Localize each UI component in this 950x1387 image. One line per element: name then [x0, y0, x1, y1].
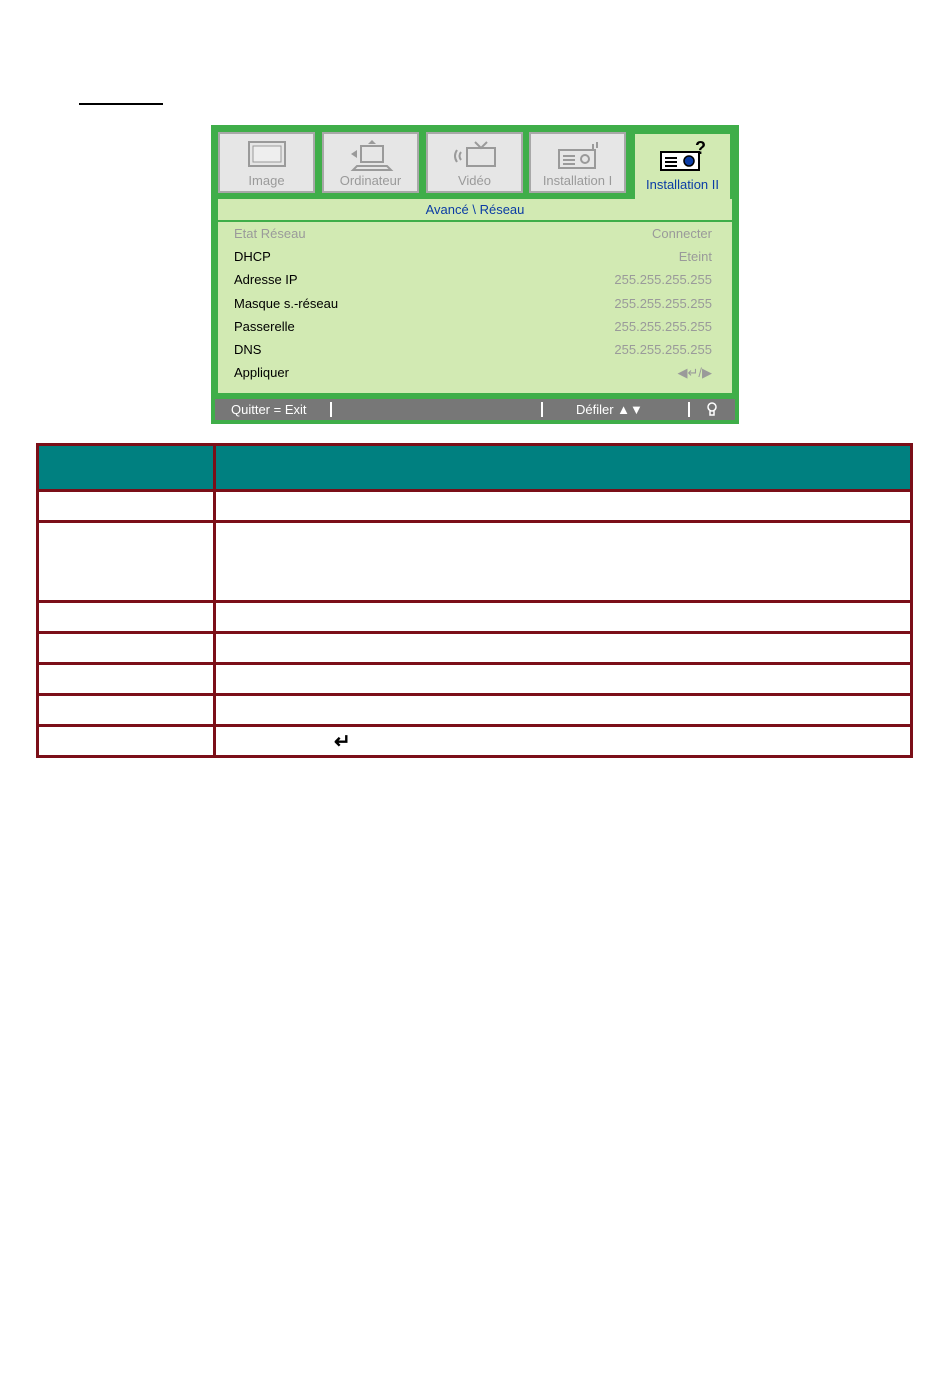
setting-row-passerelle[interactable]	[218, 315, 732, 338]
setting-row-appliquer[interactable]	[218, 361, 732, 384]
setting-label: Adresse IP	[234, 272, 298, 288]
tab-label: Vidéo	[457, 173, 491, 188]
breadcrumb: Avancé \ Réseau	[218, 199, 732, 222]
setting-value: Connecter	[652, 226, 712, 241]
tab-label: Ordinateur	[339, 173, 402, 188]
section-heading-underline	[79, 103, 163, 105]
tab-label: Installation II	[646, 177, 719, 192]
setting-value[interactable]: 255.255.255.255	[614, 318, 712, 334]
setting-row-dns[interactable]	[218, 338, 732, 361]
setting-label: Masque s.-réseau	[234, 295, 339, 311]
tab-ordinateur[interactable]	[322, 132, 419, 193]
lamp-icon	[706, 402, 718, 417]
tab-installation-1[interactable]	[529, 132, 626, 193]
setting-label: DHCP	[234, 249, 271, 265]
setting-value[interactable]: 255.255.255.255	[614, 272, 712, 288]
setting-value[interactable]: Eteint	[678, 249, 712, 265]
table-header-cell	[215, 445, 912, 491]
table-row	[38, 522, 912, 602]
table-row	[38, 695, 912, 726]
exit-hint: Quitter = Exit	[231, 402, 307, 417]
status-bar	[215, 399, 735, 420]
setting-row-adresse-ip[interactable]	[218, 268, 732, 291]
projector-icon	[553, 140, 603, 172]
monitor-icon	[247, 140, 287, 170]
table-row	[38, 664, 912, 695]
status-divider	[541, 402, 543, 417]
setting-row-etat-reseau	[218, 222, 732, 245]
tab-video[interactable]	[426, 132, 523, 193]
description-table	[36, 443, 913, 758]
setting-row-masque[interactable]	[218, 292, 732, 315]
video-icon	[451, 140, 499, 172]
osd-menu	[211, 125, 739, 424]
setting-value[interactable]: 255.255.255.255	[614, 341, 712, 357]
status-divider	[688, 402, 690, 417]
setting-label: Appliquer	[234, 365, 289, 381]
setting-value[interactable]: 255.255.255.255	[614, 295, 712, 311]
table-row	[38, 633, 912, 664]
table-header-row	[38, 445, 912, 491]
computer-icon	[347, 140, 395, 172]
tab-label: Image	[248, 173, 285, 188]
setting-row-dhcp[interactable]	[218, 245, 732, 268]
table-row	[38, 602, 912, 633]
tab-installation-2[interactable]	[633, 132, 732, 201]
setting-label: DNS	[234, 341, 262, 357]
table-header-cell	[38, 445, 215, 491]
enter-arrow-icon[interactable]: ◀↵/▶	[677, 365, 712, 381]
enter-icon: ↵	[334, 730, 351, 753]
projector-help-icon	[657, 140, 709, 174]
table-row	[38, 726, 912, 757]
status-divider	[330, 402, 332, 417]
settings-list	[218, 222, 732, 384]
table-row	[38, 491, 912, 522]
setting-label: Etat Réseau	[234, 226, 306, 241]
setting-label: Passerelle	[234, 318, 295, 334]
scroll-hint: Défiler ▲▼	[576, 402, 643, 417]
settings-panel	[218, 199, 732, 393]
tab-label: Installation I	[542, 173, 613, 188]
svg-text:?: ?	[694, 140, 706, 158]
tab-image[interactable]	[218, 132, 315, 193]
